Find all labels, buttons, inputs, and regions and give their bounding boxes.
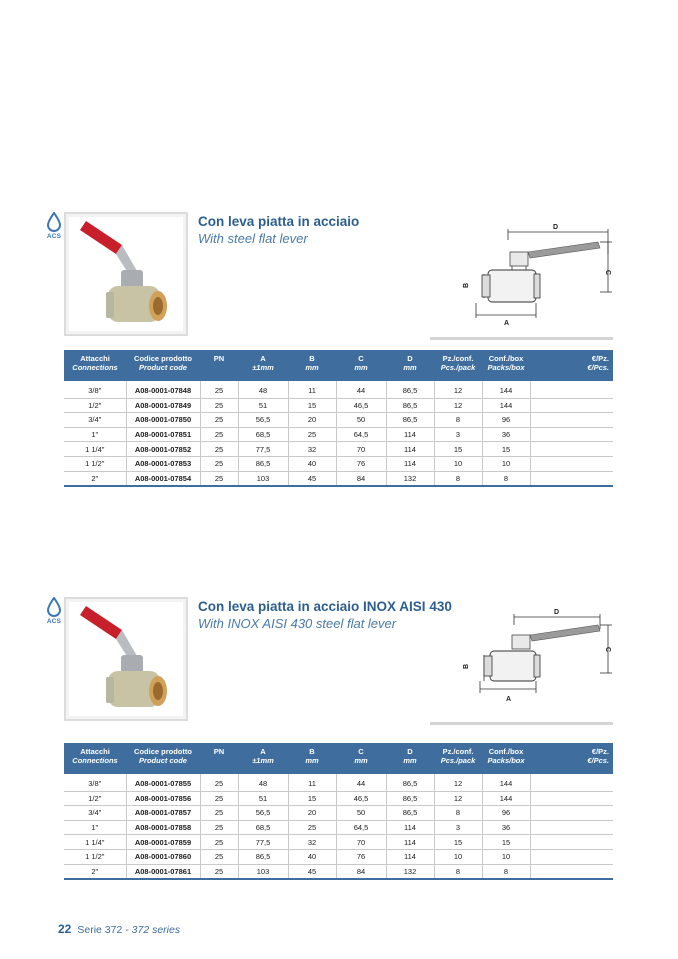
table-cell: A08-0001-07857 bbox=[126, 806, 200, 821]
table-cell: 8 bbox=[434, 413, 482, 428]
table-cell: 114 bbox=[386, 849, 434, 864]
table-cell: 25 bbox=[200, 413, 238, 428]
series-label: Serie 372 - bbox=[77, 924, 132, 936]
acs-label: ACS bbox=[46, 233, 62, 240]
column-header-sublabel: Product code bbox=[139, 756, 187, 765]
table-cell: 25 bbox=[200, 774, 238, 791]
table-cell: 15 bbox=[482, 442, 530, 457]
section-title-english: With steel flat lever bbox=[198, 231, 308, 246]
table-cell: 25 bbox=[200, 864, 238, 879]
table-cell: 103 bbox=[238, 864, 288, 879]
table-cell: 48 bbox=[238, 774, 288, 791]
table-cell: 96 bbox=[482, 806, 530, 821]
table-cell: 3 bbox=[434, 820, 482, 835]
column-header bbox=[288, 743, 336, 774]
table-cell: 3 bbox=[434, 427, 482, 442]
table-cell: 25 bbox=[288, 820, 336, 835]
table-row bbox=[64, 791, 613, 806]
dim-label-a: A bbox=[506, 696, 512, 703]
table-cell bbox=[530, 820, 613, 835]
column-header-sublabel: ±1mm bbox=[252, 363, 274, 372]
table-cell: 36 bbox=[482, 427, 530, 442]
table-cell: 64,5 bbox=[336, 820, 386, 835]
column-header-label: Codice prodotto bbox=[134, 747, 192, 756]
table-cell: 77,5 bbox=[238, 442, 288, 457]
product-photo bbox=[64, 597, 188, 721]
column-header bbox=[336, 350, 386, 381]
table-cell bbox=[530, 381, 613, 398]
column-header-sublabel: Connections bbox=[72, 363, 118, 372]
column-header-label: B bbox=[309, 354, 315, 363]
dim-label-d: D bbox=[553, 224, 559, 231]
table-cell bbox=[530, 849, 613, 864]
column-header-sublabel: Pcs./pack bbox=[440, 756, 476, 765]
column-header bbox=[336, 743, 386, 774]
table-cell: 36 bbox=[482, 820, 530, 835]
table-cell: 8 bbox=[482, 471, 530, 486]
acs-label: ACS bbox=[46, 618, 62, 625]
table-row bbox=[64, 864, 613, 879]
table-cell: 3/8" bbox=[88, 779, 102, 789]
table-row bbox=[64, 820, 613, 835]
table-cell: A08-0001-07856 bbox=[126, 791, 200, 806]
column-header bbox=[530, 350, 613, 381]
table-cell: 1" bbox=[91, 823, 99, 833]
table-cell: 25 bbox=[200, 456, 238, 471]
table-cell: 20 bbox=[288, 413, 336, 428]
specifications-table bbox=[64, 350, 613, 487]
column-header bbox=[200, 350, 238, 381]
table-cell: 1 1/4" bbox=[85, 837, 105, 847]
table-cell: A08-0001-07851 bbox=[126, 427, 200, 442]
table-cell: 76 bbox=[336, 456, 386, 471]
column-header bbox=[64, 743, 126, 774]
column-header-label: Conf./box bbox=[488, 747, 524, 756]
column-header-label: C bbox=[358, 354, 364, 363]
table-cell: 114 bbox=[386, 820, 434, 835]
table-cell bbox=[530, 864, 613, 879]
table-cell: 64,5 bbox=[336, 427, 386, 442]
table-cell: 25 bbox=[288, 427, 336, 442]
table-cell: 8 bbox=[434, 864, 482, 879]
column-header-sublabel: Packs/box bbox=[487, 756, 525, 765]
table-cell: 132 bbox=[386, 864, 434, 879]
table-cell: 8 bbox=[482, 864, 530, 879]
dim-label-d: D bbox=[554, 609, 560, 616]
column-header bbox=[126, 743, 200, 774]
dim-label-b: B bbox=[463, 282, 470, 288]
table-cell: A08-0001-07858 bbox=[126, 820, 200, 835]
table-cell: 114 bbox=[386, 427, 434, 442]
table-cell: 1/2" bbox=[88, 400, 102, 410]
dim-label-b: B bbox=[463, 663, 470, 669]
table-cell: 1" bbox=[91, 430, 99, 440]
table-cell: 144 bbox=[482, 791, 530, 806]
product-photo bbox=[64, 212, 188, 336]
column-header-sublabel: Product code bbox=[139, 363, 187, 372]
column-header-sublabel: ±1mm bbox=[252, 756, 274, 765]
column-header-sublabel: mm bbox=[305, 363, 319, 372]
table-cell: 86,5 bbox=[386, 381, 434, 398]
table-cell: 86,5 bbox=[386, 413, 434, 428]
table-cell: 10 bbox=[434, 849, 482, 864]
column-header-sublabel: mm bbox=[354, 363, 368, 372]
table-cell bbox=[530, 427, 613, 442]
water-drop-icon bbox=[46, 212, 62, 232]
table-cell: 132 bbox=[386, 471, 434, 486]
column-header bbox=[238, 350, 288, 381]
table-cell: 12 bbox=[434, 774, 482, 791]
table-cell: 25 bbox=[200, 806, 238, 821]
column-header bbox=[434, 350, 482, 381]
column-header-sublabel: mm bbox=[305, 756, 319, 765]
table-cell: 114 bbox=[386, 835, 434, 850]
table-cell: 15 bbox=[434, 835, 482, 850]
table-row bbox=[64, 835, 613, 850]
column-header-sublabel: €/Pcs. bbox=[587, 756, 609, 765]
column-header-sublabel: Packs/box bbox=[487, 363, 525, 372]
table-cell: 45 bbox=[288, 864, 336, 879]
table-cell: 44 bbox=[336, 381, 386, 398]
table-cell: 25 bbox=[200, 849, 238, 864]
table-cell: 144 bbox=[482, 381, 530, 398]
column-header bbox=[434, 743, 482, 774]
table-cell: 15 bbox=[288, 791, 336, 806]
table-cell: 77,5 bbox=[238, 835, 288, 850]
table-cell: 25 bbox=[200, 820, 238, 835]
column-header-label: D bbox=[407, 354, 413, 363]
table-cell: 25 bbox=[200, 835, 238, 850]
table-cell: 20 bbox=[288, 806, 336, 821]
column-header bbox=[530, 743, 613, 774]
acs-badge bbox=[43, 212, 65, 240]
table-cell: A08-0001-07861 bbox=[126, 864, 200, 879]
table-cell: 86,5 bbox=[386, 774, 434, 791]
table-cell: A08-0001-07850 bbox=[126, 413, 200, 428]
table-cell: 84 bbox=[336, 471, 386, 486]
column-header-label: Attacchi bbox=[80, 354, 110, 363]
table-cell: 40 bbox=[288, 849, 336, 864]
table-cell: 15 bbox=[482, 835, 530, 850]
table-cell: A08-0001-07849 bbox=[126, 398, 200, 413]
technical-drawing bbox=[430, 603, 615, 725]
table-cell: 25 bbox=[200, 427, 238, 442]
table-cell bbox=[530, 774, 613, 791]
table-cell bbox=[530, 806, 613, 821]
table-cell: 70 bbox=[336, 442, 386, 457]
column-header-label: Codice prodotto bbox=[134, 354, 192, 363]
table-cell: 25 bbox=[200, 442, 238, 457]
table-cell: 3/4" bbox=[88, 415, 102, 425]
table-cell: 51 bbox=[238, 398, 288, 413]
column-header bbox=[482, 743, 530, 774]
column-header-label: B bbox=[309, 747, 315, 756]
table-cell: 10 bbox=[482, 849, 530, 864]
table-cell: 84 bbox=[336, 864, 386, 879]
table-cell: 25 bbox=[200, 791, 238, 806]
table-row bbox=[64, 427, 613, 442]
table-cell: 48 bbox=[238, 381, 288, 398]
table-cell: 12 bbox=[434, 791, 482, 806]
column-header-label: €/Pz. bbox=[591, 354, 609, 363]
table-cell: 86,5 bbox=[238, 456, 288, 471]
table-cell bbox=[530, 398, 613, 413]
table-cell: 114 bbox=[386, 442, 434, 457]
column-header bbox=[288, 350, 336, 381]
table-cell: 8 bbox=[434, 806, 482, 821]
table-cell: 15 bbox=[434, 442, 482, 457]
section-title-italian: Con leva piatta in acciaio INOX AISI 430 bbox=[198, 599, 452, 614]
dim-label-c: C bbox=[604, 647, 611, 653]
table-cell bbox=[530, 791, 613, 806]
table-cell: A08-0001-07854 bbox=[126, 471, 200, 486]
table-cell: 1 1/2" bbox=[85, 852, 105, 862]
table-cell: 8 bbox=[434, 471, 482, 486]
page-footer bbox=[58, 922, 180, 936]
table-row bbox=[64, 381, 613, 398]
table-cell: 70 bbox=[336, 835, 386, 850]
table-cell: 50 bbox=[336, 413, 386, 428]
table-cell: 51 bbox=[238, 791, 288, 806]
table-cell: 25 bbox=[200, 381, 238, 398]
column-header-label: Pz./conf. bbox=[442, 354, 474, 363]
table-row bbox=[64, 456, 613, 471]
column-header-label: PN bbox=[213, 747, 225, 756]
table-cell: 68,5 bbox=[238, 820, 288, 835]
dim-label-a: A bbox=[504, 320, 510, 327]
table-cell bbox=[530, 835, 613, 850]
table-cell: 1/2" bbox=[88, 793, 102, 803]
table-cell: A08-0001-07860 bbox=[126, 849, 200, 864]
water-drop-icon bbox=[46, 597, 62, 617]
table-cell: 1 1/2" bbox=[85, 459, 105, 469]
column-header-label: Conf./box bbox=[488, 354, 524, 363]
table-cell: 56,5 bbox=[238, 413, 288, 428]
column-header bbox=[64, 350, 126, 381]
section-title-italian: Con leva piatta in acciaio bbox=[198, 214, 360, 229]
table-cell bbox=[530, 456, 613, 471]
table-cell: 11 bbox=[288, 774, 336, 791]
column-header-label: Attacchi bbox=[80, 747, 110, 756]
table-cell: A08-0001-07852 bbox=[126, 442, 200, 457]
column-header-sublabel: Connections bbox=[72, 756, 118, 765]
column-header bbox=[386, 743, 434, 774]
table-cell: 86,5 bbox=[238, 849, 288, 864]
table-cell: 144 bbox=[482, 398, 530, 413]
table-cell: 25 bbox=[200, 471, 238, 486]
table-cell: 96 bbox=[482, 413, 530, 428]
column-header-label: C bbox=[358, 747, 364, 756]
table-cell: A08-0001-07855 bbox=[126, 774, 200, 791]
table-cell: 25 bbox=[200, 398, 238, 413]
table-cell: 2" bbox=[91, 866, 99, 876]
table-cell: 10 bbox=[482, 456, 530, 471]
table-row bbox=[64, 442, 613, 457]
section-title-english: With INOX AISI 430 steel flat lever bbox=[198, 616, 397, 631]
table-cell: 1 1/4" bbox=[85, 444, 105, 454]
column-header-label: PN bbox=[213, 354, 225, 363]
table-cell: 68,5 bbox=[238, 427, 288, 442]
table-header-row bbox=[64, 743, 613, 774]
table-cell: 32 bbox=[288, 835, 336, 850]
specifications-table bbox=[64, 743, 613, 880]
column-header-sublabel: €/Pcs. bbox=[587, 363, 609, 372]
table-cell: 15 bbox=[288, 398, 336, 413]
table-cell bbox=[530, 442, 613, 457]
technical-drawing bbox=[430, 218, 615, 340]
table-cell: 3/8" bbox=[88, 386, 102, 396]
table-cell bbox=[530, 471, 613, 486]
acs-badge bbox=[43, 597, 65, 625]
table-row bbox=[64, 471, 613, 486]
table-cell: 46,5 bbox=[336, 791, 386, 806]
table-cell: 46,5 bbox=[336, 398, 386, 413]
table-cell: 44 bbox=[336, 774, 386, 791]
table-cell: A08-0001-07853 bbox=[126, 456, 200, 471]
table-cell: 11 bbox=[288, 381, 336, 398]
table-cell: 45 bbox=[288, 471, 336, 486]
dim-label-c: C bbox=[604, 270, 611, 276]
column-header-sublabel: mm bbox=[403, 756, 417, 765]
column-header-label: Pz./conf. bbox=[442, 747, 474, 756]
table-cell bbox=[530, 413, 613, 428]
column-header-label: D bbox=[407, 747, 413, 756]
table-cell: 86,5 bbox=[386, 791, 434, 806]
table-cell: 3/4" bbox=[88, 808, 102, 818]
column-header-label: A bbox=[260, 354, 266, 363]
table-cell: 32 bbox=[288, 442, 336, 457]
table-cell: 86,5 bbox=[386, 806, 434, 821]
table-cell: 10 bbox=[434, 456, 482, 471]
table-row bbox=[64, 774, 613, 791]
column-header-sublabel: mm bbox=[403, 363, 417, 372]
column-header-label: €/Pz. bbox=[591, 747, 609, 756]
column-header bbox=[238, 743, 288, 774]
table-cell: 40 bbox=[288, 456, 336, 471]
column-header-sublabel: Pcs./pack bbox=[440, 363, 476, 372]
table-cell: 12 bbox=[434, 398, 482, 413]
column-header bbox=[200, 743, 238, 774]
table-cell: 56,5 bbox=[238, 806, 288, 821]
table-row bbox=[64, 849, 613, 864]
table-cell: 114 bbox=[386, 456, 434, 471]
column-header bbox=[482, 350, 530, 381]
table-row bbox=[64, 806, 613, 821]
table-cell: 76 bbox=[336, 849, 386, 864]
table-row bbox=[64, 413, 613, 428]
table-cell: 12 bbox=[434, 381, 482, 398]
column-header-label: A bbox=[260, 747, 266, 756]
table-cell: 2" bbox=[91, 473, 99, 483]
table-cell: 103 bbox=[238, 471, 288, 486]
table-cell: 50 bbox=[336, 806, 386, 821]
series-label-english: 372 series bbox=[131, 924, 181, 936]
column-header-sublabel: mm bbox=[354, 756, 368, 765]
table-header-row bbox=[64, 350, 613, 381]
table-cell: A08-0001-07859 bbox=[126, 835, 200, 850]
column-header bbox=[126, 350, 200, 381]
table-cell: A08-0001-07848 bbox=[126, 381, 200, 398]
column-header bbox=[386, 350, 434, 381]
table-cell: 86,5 bbox=[386, 398, 434, 413]
table-cell: 144 bbox=[482, 774, 530, 791]
page-number: 22 bbox=[58, 922, 72, 936]
table-row bbox=[64, 398, 613, 413]
